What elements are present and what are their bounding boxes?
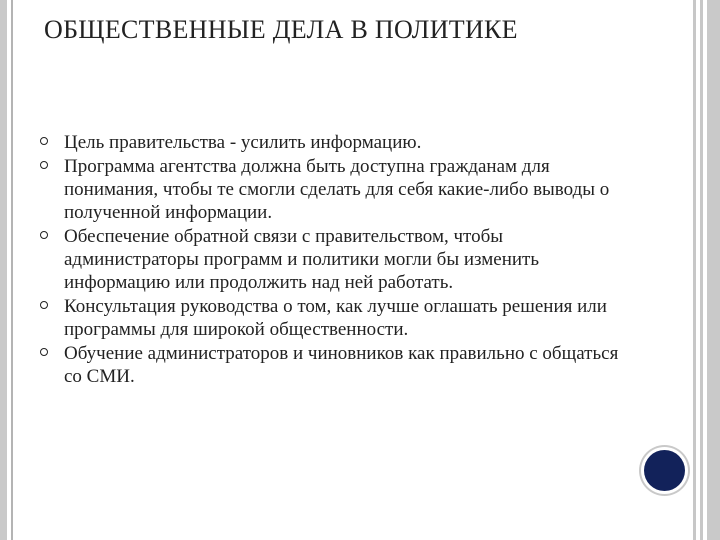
bullet-list [40, 131, 640, 389]
bullet-item [40, 131, 640, 154]
bullet-circle-icon [40, 231, 48, 239]
bullet-circle-icon [40, 301, 48, 309]
decorative-circle [644, 450, 685, 491]
slide-left-rule [11, 0, 13, 540]
bullet-item [40, 295, 640, 341]
bullet-item [40, 155, 640, 224]
slide-title: ОБЩЕСТВЕННЫЕ ДЕЛА В ПОЛИТИКЕ [44, 15, 518, 44]
slide-right-edge [707, 0, 720, 540]
bullet-item [40, 225, 640, 294]
bullet-circle-icon [40, 161, 48, 169]
slide-right-rule [693, 0, 696, 540]
bullet-text: Обучение администраторов и чиновников как правильно с общаться со СМИ. [64, 343, 619, 387]
slide-right-rule [700, 0, 703, 540]
bullet-circle-icon [40, 137, 48, 145]
bullet-item [40, 342, 640, 388]
slide-left-border [0, 0, 7, 540]
bullet-text: Консультация руководства о том, как лучше оглашать решения или программы для широкой общественности. [64, 296, 607, 340]
bullet-text: Обеспечение обратной связи с правительством, чтобы администраторы программ и политики могли бы изменить информацию или продолжить над ней работать. [64, 226, 539, 293]
bullet-text: Цель правительства - усилить информацию. [64, 132, 422, 153]
bullet-circle-icon [40, 348, 48, 356]
bullet-text: Программа агентства должна быть доступна гражданам для понимания, чтобы те смогли сделать для себя какие-либо выводы о полученной информации. [64, 156, 610, 223]
